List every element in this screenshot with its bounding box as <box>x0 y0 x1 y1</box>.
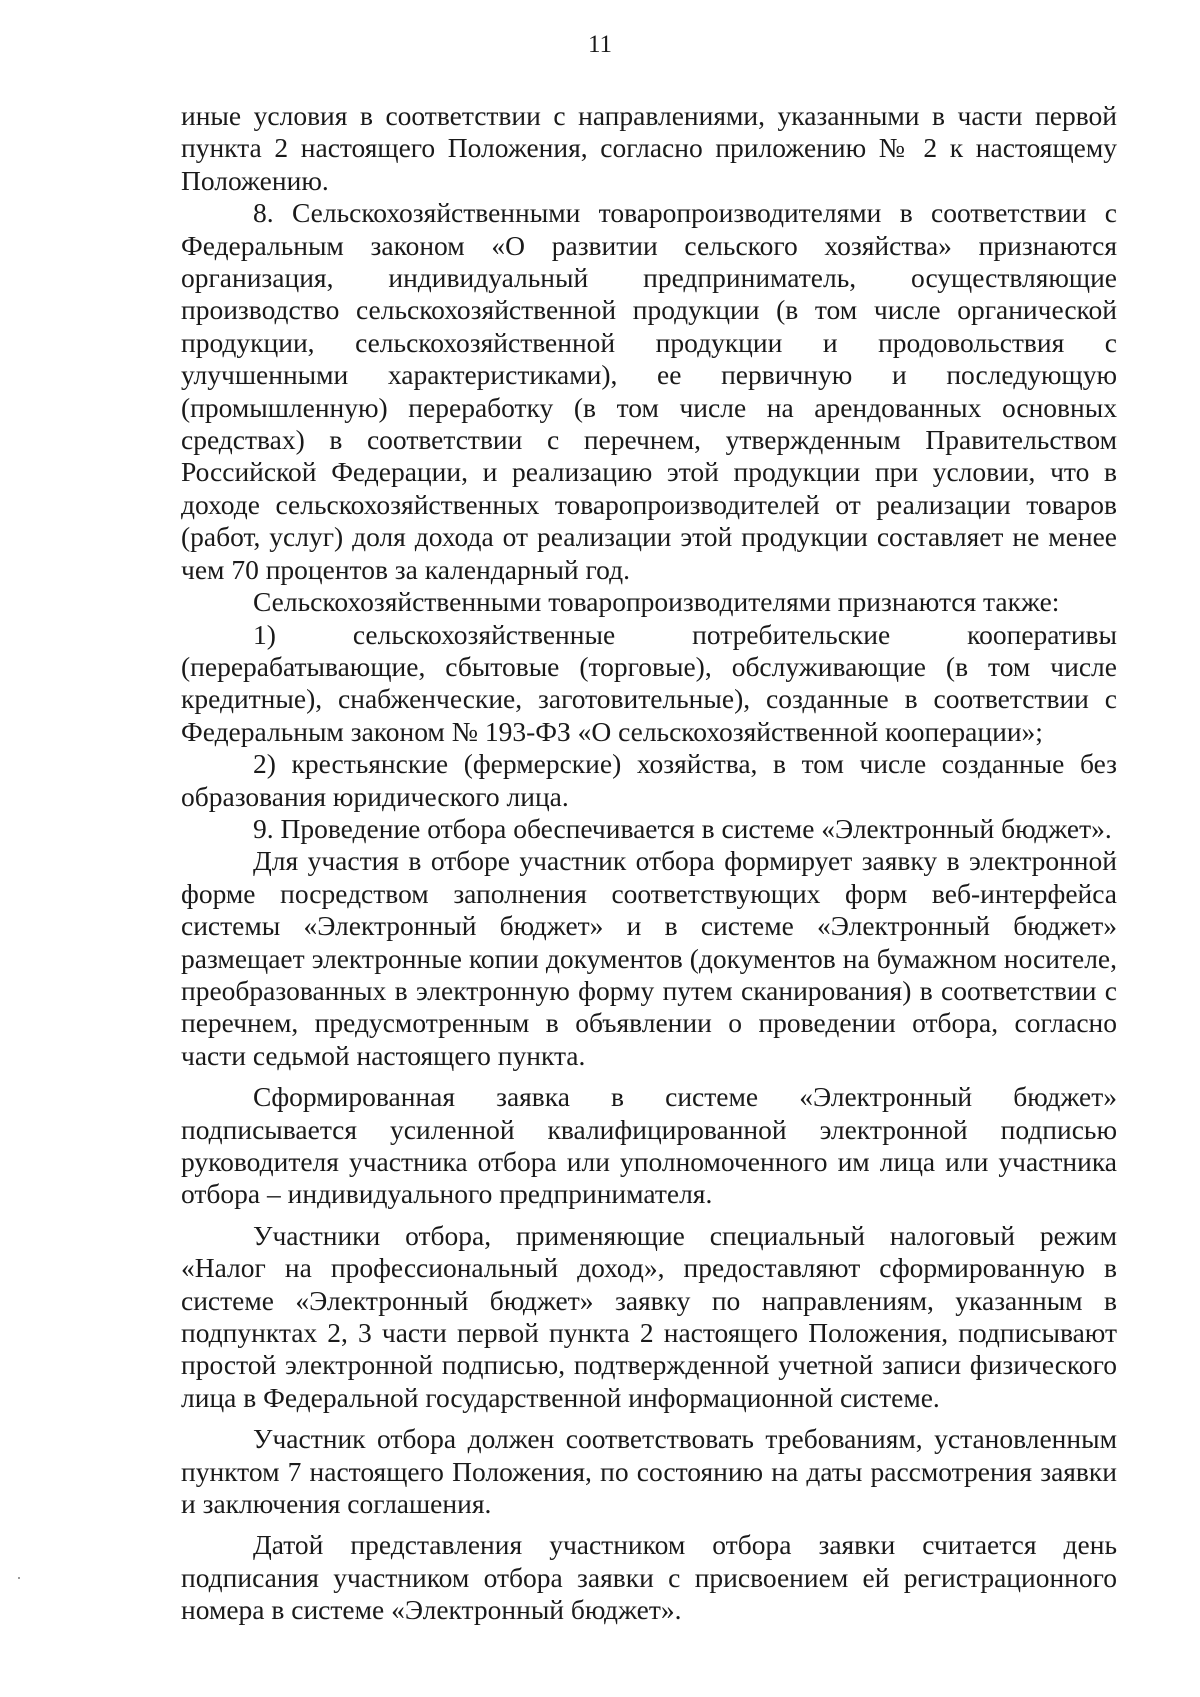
paragraph-item-2: 2) крестьянские (фермерские) хозяйства, в том числе созданные без образования юридического лица. <box>181 748 1117 812</box>
document-body <box>181 100 1117 1627</box>
paragraph-clause-9: 9. Проведение отбора обеспечивается в системе «Электронный бюджет». <box>253 812 1112 844</box>
scan-artifact <box>18 1577 20 1579</box>
paragraph-requirements: Участник отбора должен соответствовать требованиям, установленным пунктом 7 настоящего Положения, по состоянию на даты рассмотрения заявки и заключения соглашения. <box>181 1423 1117 1520</box>
paragraph-submission-date: Датой представления участником отбора заявки считается день подписания участником отбора заявки с присвоением ей регистрационного номера в системе «Электронный бюджет». <box>181 1529 1117 1626</box>
paragraph-clause-8: 8. Сельскохозяйственными товаропроизводителями в соответствии с Федеральным законом «О развитии сельского хозяйства» признаются организация, индивидуальный предприниматель, осуществляющие производство сельскохозяйственной продукции (в том числе органической продукции, сельскохозяйственной продукции и продовольствия с улучшенными характеристиками), ее первичную и последующую (промышленную) переработку (в том числе на арендованных основных средствах) в соответствии с перечнем, утвержденным Правительством Российской Федерации, и реализацию этой продукции при условии, что в доходе сельскохозяйственных товаропроизводителей от реализации товаров (работ, услуг) доля дохода от реализации этой продукции составляет не менее чем 70 процентов за календарный год. <box>181 197 1117 585</box>
paragraph-item-1: 1) сельскохозяйственные потребительские кооперативы (перерабатывающие, сбытовые (торговые), обслуживающие (в том числе кредитные), снабженческие, заготовительные), созданные в соответствии с Федеральным законом № 193-ФЗ «О сельскохозяйственной кооперации»; <box>181 618 1117 747</box>
paragraph-self-employed: Участники отбора, применяющие специальный налоговый режим «Налог на профессиональный доход», предоставляют сформированную в системе «Электронный бюджет» заявку по направлениям, указанным в подпунктах 2, 3 части первой пункта 2 настоящего Положения, подписывают простой электронной подписью, подтвержденной учетной записи физического лица в Федеральной государственной информационной системе. <box>181 1219 1117 1413</box>
paragraph-signature: Сформированная заявка в системе «Электронный бюджет» подписывается усиленной квалифицированной электронной подписью руководителя участника отбора или уполномоченного им лица или участника отбора – индивидуального предпринимателя. <box>181 1081 1117 1210</box>
paragraph-application-form: Для участия в отборе участник отбора формирует заявку в электронной форме посредством заполнения соответствующих форм веб-интерфейса системы «Электронный бюджет» и в системе «Электронный бюджет» размещает электронные копии документов (документов на бумажном носителе, преобразованных в электронную форму путем сканирования) в соответствии с перечнем, предусмотренным в объявлении о проведении отбора, согласно части седьмой настоящего пункта. <box>181 845 1117 1071</box>
paragraph-also-recognized: Сельскохозяйственными товаропроизводителями признаются также: <box>253 586 1060 618</box>
paragraph-continuation: иные условия в соответствии с направлениями, указанными в части первой пункта 2 настоящего Положения, согласно приложению № 2 к настоящему Положению. <box>181 100 1117 196</box>
page-number: 11 <box>587 31 613 58</box>
